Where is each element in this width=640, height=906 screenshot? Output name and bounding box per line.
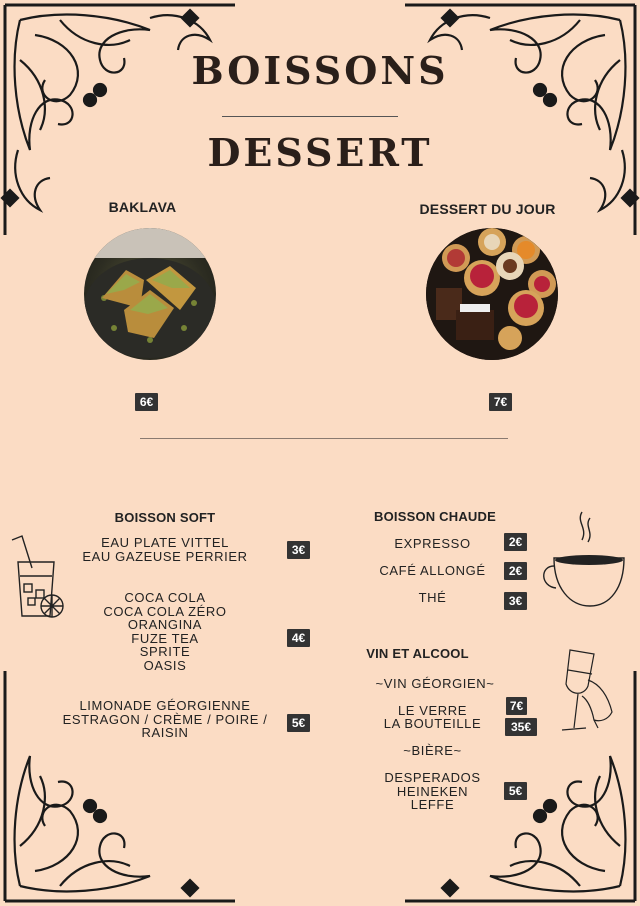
list-item: EAU PLATE VITTEL EAU GAZEUSE PERRIER: [82, 535, 248, 564]
page-title-dessert: DESSERT: [207, 130, 433, 175]
wine-subheading: ~VIN GÉORGIEN~: [375, 676, 495, 691]
coffee-cup-icon: [538, 508, 630, 610]
page-title-boissons: BOISSONS: [191, 48, 449, 93]
dessert-name-du-jour: DESSERT DU JOUR: [419, 201, 556, 217]
price-badge: 7€: [506, 697, 527, 715]
list-item: LA BOUTEILLE: [383, 716, 482, 731]
section-title-chaude: BOISSON CHAUDE: [374, 509, 496, 524]
soda-glass-icon: [10, 532, 70, 622]
section-title-vin: VIN ET ALCOOL: [366, 646, 469, 661]
section-title-soft: BOISSON SOFT: [114, 510, 216, 525]
list-item: EXPRESSO: [394, 536, 471, 551]
list-item: DESPERADOS HEINEKEN LEFFE: [384, 770, 481, 812]
price-badge: 6€: [135, 393, 158, 411]
dessert-du-jour-image: [426, 228, 558, 360]
list-item: LE VERRE: [397, 703, 468, 718]
list-item: CAFÉ ALLONGÉ: [379, 563, 486, 578]
wine-glass-icon: [548, 640, 618, 740]
price-badge: 35€: [505, 718, 537, 736]
price-badge: 2€: [504, 562, 527, 580]
price-badge: 2€: [504, 533, 527, 551]
list-item: LIMONADE GÉORGIENNE ESTRAGON / CRÈME / POIRE / RAISIN: [62, 698, 268, 740]
baklava-image: [84, 228, 216, 360]
list-item: COCA COLA COCA COLA ZÉRO ORANGINA FUZE TEA SPRITE OASIS: [103, 590, 227, 673]
title-divider: [222, 116, 398, 117]
price-badge: 3€: [504, 592, 527, 610]
price-badge: 7€: [489, 393, 512, 411]
beer-subheading: ~BIÈRE~: [403, 743, 462, 758]
price-badge: 3€: [287, 541, 310, 559]
dessert-name-baklava: BAKLAVA: [108, 199, 177, 215]
section-divider: [140, 438, 508, 439]
price-badge: 4€: [287, 629, 310, 647]
price-badge: 5€: [504, 782, 527, 800]
list-item: THÉ: [418, 590, 447, 605]
price-badge: 5€: [287, 714, 310, 732]
